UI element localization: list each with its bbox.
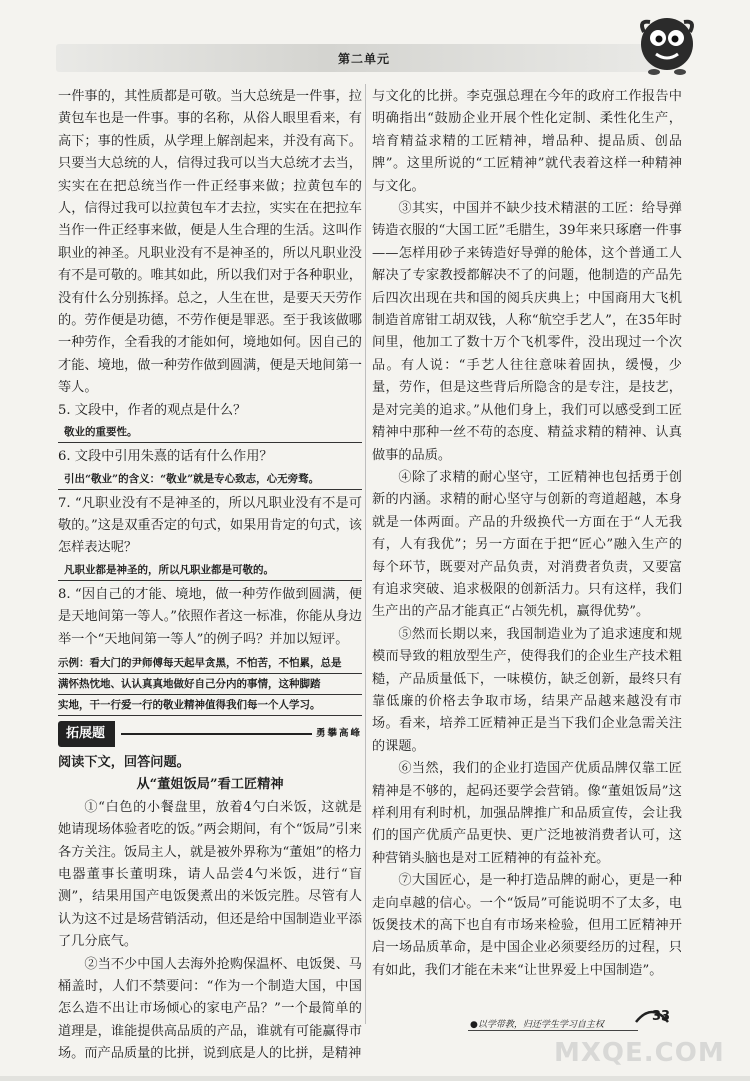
reading-instruction: 阅读下文，回答问题。 — [58, 754, 190, 770]
column-divider — [365, 84, 366, 1024]
banner-line — [121, 733, 312, 735]
banner-tag: 拓展题 — [58, 721, 115, 747]
extension-banner — [58, 722, 362, 746]
article-paragraph-2-cont: 与文化的比拼。李克强总理在今年的政府工作报告中明确指出“鼓励企业开展个性化定制、柔性化生产，培育精益求精的工匠精神，增品种、提品质、创品牌”。这里所说的“工匠精神”就代表着这样一种精神与文化。 — [372, 89, 682, 194]
answer-8-line: 实地，干一行爱一行的敬业精神值得我们每一个人学习。 — [58, 695, 362, 716]
question-7: 7. “凡职业没有不是神圣的，所以凡职业没有不是可敬的。”这是双重否定的句式，如果用肯定的句式，该怎样表达呢？ — [58, 495, 362, 556]
question-5: 5. 文段中，作者的观点是什么？ — [58, 402, 247, 418]
watermark-text: MXQE.COM — [554, 1038, 725, 1068]
question-6: 6. 文段中引用朱熹的话有什么作用？ — [58, 449, 273, 465]
article-title: 从“董姐饭局”看工匠精神 — [136, 777, 284, 793]
article-paragraph-6: ⑥当然，我们的企业打造国产优质品牌仅靠工匠精神是不够的，起码还要学会营销。像“董姐饭局”这样利用有利时机，加强品牌推广和品质宣传，会让我们的国产优质产品更快、更广泛地被消费者认可，这种营销头脑也是对工匠精神的有益补充。 — [372, 761, 682, 866]
bottom-bar — [0, 1076, 750, 1081]
answer-6: 引出“敬业”的含义：“敬业”就是专心致志，心无旁骛。 — [58, 470, 362, 490]
answer-7: 凡职业都是神圣的，所以凡职业都是可敬的。 — [58, 561, 362, 581]
mascot-icon — [632, 10, 702, 80]
answer-8 — [58, 653, 362, 716]
article-paragraph-2: ②当不少中国人去海外抢购保温杯、电饭煲、马桶盖时，人们不禁要问：“作为一个制造大国，中国怎么造不出让市场倾心的家电产品？”一个最简单的道理是，谁能提供高品质的产品，谁就有可能赢得市场。而产品质量的比拼，说到底是人的比拼，是精神 — [58, 956, 362, 1062]
answer-8-line: 示例：看大门的尹师傅每天起早贪黑，不怕苦，不怕累，总是 — [58, 653, 362, 674]
article-paragraph-3: ③其实，中国并不缺少技术精湛的工匠：给导弹铸造衣服的“大国工匠”毛腊生，39年来只琢磨一件事——怎样用砂子来铸造好导弹的舱体，这个普通工人解决了专家教授都解决不了的问题，他制造的产品先后四次出现在共和国的阅兵庆典上；中国商用大飞机制造首席钳工胡双钱，人称“航空手艺人”，在35年时间里，他加工了数十万个飞机零件，没出现过一个次品。有人说：“手艺人往往意味着固执，缓慢，少量，劳作，但是这些背后所隐含的是专注，是技艺，是对完美的追求。”从他们身上，我们可以感受到工匠精神中那种一丝不苟的态度、精益求精的精神、认真做事的品质。 — [372, 201, 682, 463]
article-paragraph-7: ⑦大国匠心，是一种打造品牌的耐心，更是一种走向卓越的信心。一个“饭局”可能说明不了太多，电饭煲技术的高下也自有市场来检验，但用工匠精神开启一场品质革命，是中国企业必须要经历的过程，只有如此，我们才能在未来“让世界爱上中国制造”。 — [372, 873, 682, 978]
footer-line — [468, 1030, 638, 1031]
page-number: 33 — [652, 1009, 671, 1024]
passage-text: 一件事的，其性质都是可敬。当大总统是一件事，拉黄包车也是一件事。事的名称，从俗人眼里看来，有高下；事的性质，从学理上解剖起来，并没有高下。只要当大总统的人，信得过我可以当大总统才去当，实实在在把总统当作一件正经事来做；拉黄包车的人，信得过我可以拉黄包车才去拉，实实在在把拉车当作一件正经事来做，便是人生合理的生活。这叫作职业的神圣。凡职业没有不是神圣的，所以凡职业没有不是可敬的。唯其如此，所以我们对于各种职业，没有什么分别拣择。总之，人生在世，是要天天劳作的。劳作便是功德，不劳作便是罪恶。至于我该做哪一种劳作，全看我的才能如何，境地如何。因自己的才能、境地，做一种劳作做到圆满，便是天地间第一等人。 — [58, 89, 362, 396]
article-paragraph-1: ①“白色的小餐盘里，放着4勺白米饭，这就是她请现场体验者吃的饭。”两会期间，有个“饭局”引来各方关注。饭局主人，就是被外界称为“董姐”的格力电器董事长董明珠，请人品尝4勺米饭，进行“盲测”，结果用国产电饭煲煮出的米饭完胜。尽管有人认为这不过是场营销活动，但还是给中国制造业平添了几分底气。 — [58, 799, 362, 950]
unit-title: 第二单元 — [338, 52, 391, 66]
article-paragraph-5: ⑤然而长期以来，我国制造业为了追求速度和规模而导致的粗放型生产，使得我们的企业生产技术粗糙，产品质量低下，一味模仿，缺乏创新，最终只有靠低廉的价格去争取市场，结果产品越来越没有市场。看来，培养工匠精神正是当下我们企业急需关注的课题。 — [372, 626, 682, 754]
question-8: 8. “因自己的才能、境地，做一种劳作做到圆满，便是天地间第一等人。”依照作者这一标准，你能从身边举一个“天地间第一等人”的例子吗？并加以短评。 — [58, 586, 362, 647]
right-column — [372, 86, 682, 982]
answer-8-line: 满怀热忱地、认认真真地做好自己分内的事情，这种脚踏 — [58, 674, 362, 695]
footer-slogan: ●以学带教，归还学生学习自主权 — [470, 1020, 604, 1030]
answer-5: 敬业的重要性。 — [58, 423, 362, 443]
banner-subtitle: 勇攀高峰 — [315, 727, 362, 739]
article-paragraph-4: ④除了求精的耐心坚守，工匠精神也包括勇于创新的内涵。求精的耐心坚守与创新的弯道超越，本身就是一体两面。产品的升级换代一方面在于“人无我有，人有我优”；另一方面在于把“匠心”融入生产的每个环节，既要对产品负责，对消费者负责，又要富有追求突破、追求极限的创新活力。只有这样，我们生产出的产品才能真正“占领先机，赢得优势”。 — [372, 469, 682, 620]
left-column — [58, 86, 362, 1066]
